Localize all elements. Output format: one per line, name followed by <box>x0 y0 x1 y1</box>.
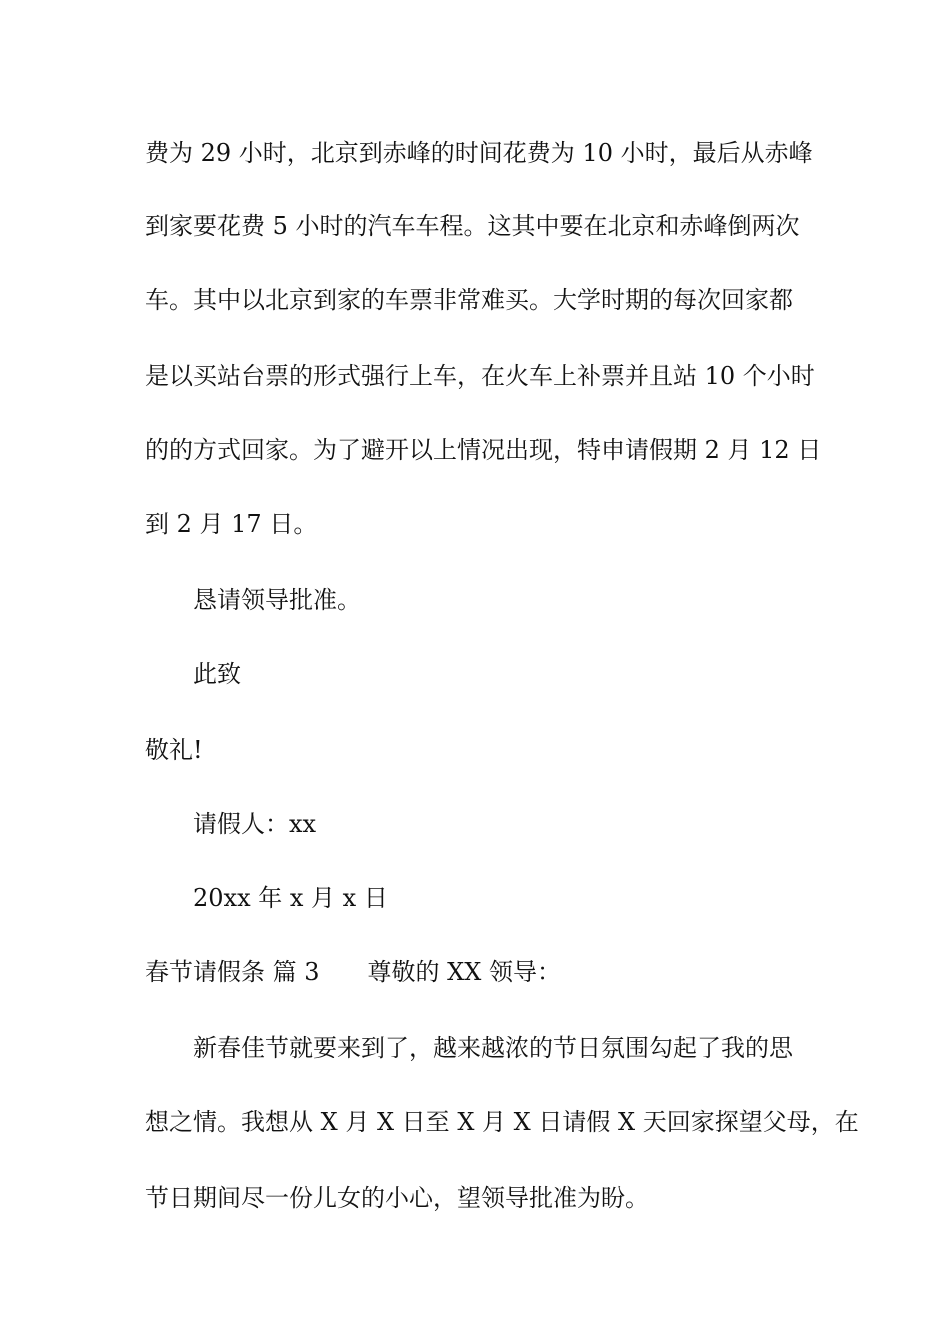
request-text: 恳请领导批准。 <box>193 586 361 614</box>
paragraph-line: 想之情。我想从 X 月 X 日至 X 月 X 日请假 X 天回家探望父母，在 <box>145 1108 859 1136</box>
paragraph-line: 新春佳节就要来到了，越来越浓的节日氛围勾起了我的思 <box>193 1034 793 1062</box>
closing-salute: 敬礼! <box>145 736 203 764</box>
paragraph-line: 节日期间尽一份儿女的小心，望领导批准为盼。 <box>145 1184 649 1212</box>
paragraph-line: 费为 29 小时，北京到赤峰的时间花费为 10 小时，最后从赤峰 <box>145 139 813 167</box>
paragraph-line: 车。其中以北京到家的车票非常难买。大学时期的每次回家都 <box>145 286 793 314</box>
section-title: 春节请假条 篇 3 <box>145 958 320 986</box>
paragraph-line: 到 2 月 17 日。 <box>145 510 318 538</box>
paragraph-line: 到家要花费 5 小时的汽车车程。这其中要在北京和赤峰倒两次 <box>145 212 800 240</box>
paragraph-line: 是以买站台票的形式强行上车，在火车上补票并且站 10 个小时 <box>145 362 815 390</box>
salutation-text: 尊敬的 XX 领导： <box>367 958 561 986</box>
paragraph-line: 的的方式回家。为了避开以上情况出现，特申请假期 2 月 12 日 <box>145 436 822 464</box>
signature-line: 请假人：xx <box>193 810 317 838</box>
section-heading <box>145 957 825 987</box>
date-line: 20xx 年 x 月 x 日 <box>193 884 388 912</box>
closing-text: 此致 <box>193 660 241 688</box>
